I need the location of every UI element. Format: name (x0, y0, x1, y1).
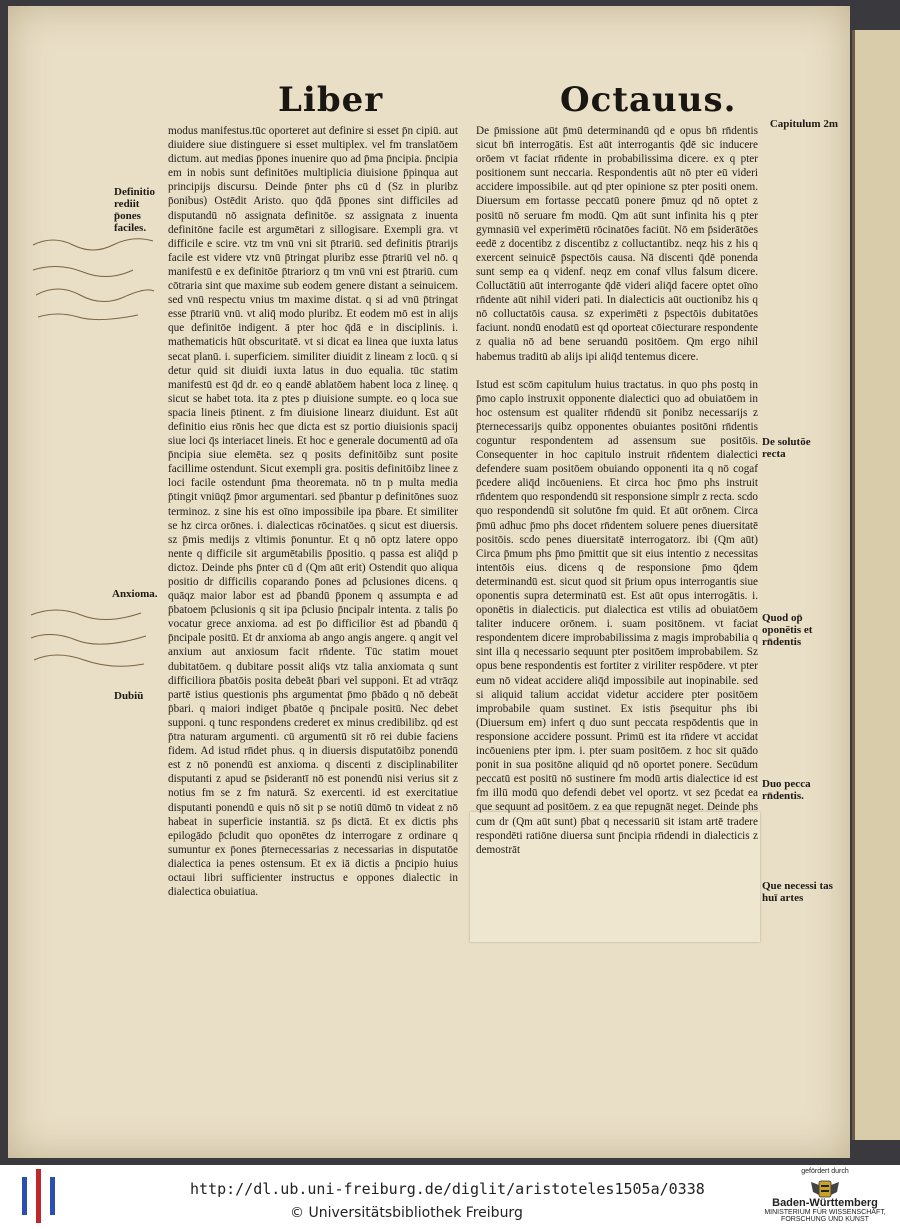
right-column-paragraph-1: De p̄missione aūt p̄mū determinandū qd e opus bn̄ rn̄dentis sicut bn̄ interrogātis. Est aūt interrogantis q̄dē sic inducere orōem vt faciat rn̄dente in probabilissima dicere. ex q pter positionem sunt neccaria. Respondentis aūt nō pter eū videri accidere impossibile. aut qd pter opinione sz pter positi onem. Diuersum em fortasse peccatū ponere p̄muz qd nō optet z positū nō seruare fm modū. Qm aūt sunt infinita his q pter gymnasiū vel experimētū rōcinatōes faciūt. Nō em p̄siderātōes eedē z docentibz z discentibz z colluctantibz. neqz his z his q exercent seinuicē p̄spectōis causa. Nā discenti q̄dē ponenda sunt semp ea q videnf. neqz em conaf vllus falsum dicere. Colluctātiū aūt interrogante q̄dē videri aliq̄d facere optet oīno rn̄dente aūt nihil videri pati. In dialecticis aūt ouctionibz his q nō colluctatōis causa. sz experimēti z p̄spectōis dubitatōes faciunt. nondū enodatū est qd oporteat cōiecturare respondente z qualia nō ad bene seruandū positōem. Qm ergo nihil habemus traditū ab alijs ipi aliq̄d tentemus dicere. (476, 125, 758, 363)
left-column (168, 124, 458, 899)
handwritten-annotation-middle (26, 600, 166, 680)
heading-right: Octauus. (560, 80, 737, 120)
heading-left: Liber (278, 80, 384, 120)
copyright-notice: © Universitätsbibliothek Freiburg (290, 1205, 523, 1221)
funder-ministry: MINISTERIUM FÜR WISSENSCHAFT, FORSCHUNG UND KUNST (764, 1209, 886, 1223)
margin-note-left-dubium: Dubiū (114, 690, 144, 702)
margin-note-right-opus: Quod op̄ oponētis et rn̄dentis (762, 612, 813, 648)
margin-note-left-anxioma: Anxioma. (112, 588, 158, 600)
permalink-url[interactable]: http://dl.ub.uni-freiburg.de/diglit/aristoteles1505a/0338 (190, 1180, 705, 1198)
margin-note-right-peccata: Duo pecca rn̄dentis. (762, 778, 811, 802)
library-logo-blue-bar (22, 1177, 27, 1215)
running-head: Capitulum 2m (769, 118, 838, 130)
right-column (476, 124, 758, 857)
margin-note-right-solution: De solutōe recta (762, 436, 811, 460)
library-logo-blue-bar-right (50, 1177, 55, 1215)
facing-page-edge (852, 30, 900, 1140)
handwritten-annotation-top (28, 225, 168, 335)
funder-logo (760, 1168, 890, 1223)
funder-label: gefördert durch (801, 1168, 849, 1175)
coat-of-arms-icon (808, 1179, 842, 1201)
funder-name: Baden-Württemberg (772, 1197, 878, 1209)
margin-note-right-necessitas: Que necessi tas huī artes (762, 880, 833, 904)
library-logo-red-bar (36, 1169, 41, 1223)
margin-note-left-definition: Definitio rediit p̄ones faciles. (114, 186, 155, 234)
left-column-text: modus manifestus.tūc oporteret aut definire si esset p̄n cipiū. aut diuidere siue distinguere si esset multiplex. vel fm translatōem dictum. aut medias p̄pones inuenire quo ad p̄ma p̄ncipia. p̄ncipia em in nobis sunt definitōes multiplicia diuisione p̄pinqua aut principijs discursu. Deinde p̄nter phs cū d (Sz in pluribz p̄onibus) Ostēdit Aristo. quo q̄dā p̄pones sint difficiles ad disputandū nō assignata definitōe. sz assignata z inuenta definitōne facile est argumētari z sillogisare. Exempli gra. vt difficile e scire. vtz tm vnū vni sit p̄trariū. sed definitis p̄trarijs facile est videre vtz vnū p̄tringat pluribz esse p̄trariū vel nō. q manifestū e ex definitōe p̄trariorz q tm vnū vni est p̄trariū. cum cōtraria sint que maxime sub eodem genere distant a seinuicem. sed vnū respectu vnius tm maxime distat. q si ad vnū p̄tringat esse p̄trariū vnū. vt aliq̄ modo pluribz. Et eodem mō est in alijs que definitōe indigent. ā pter hoc q̄dā e in disciplinis. i. mathematicis hūt obscuritatē. vt si dicat ea linea que iuxta latus secat planū. i. superficiem. similiter diuidit z lineam z locū. q si detur quid sit diuidi iuxta latus in duo equalia. tūc statim manifestū est q̄d dr. eo q eandē ablatōem habent loca z lineę. q sicut se habet tota. ita z ptes p diuisione sumpte. eo q loca sue spacia lineis p̄tinent. z fm diuisione linearz diuidunt. Est aūt definitio eius rōnis hec que dicta est sz portio diuisionis spacij siue loci q̄s interiacet lineis. Et hoc e generale documentū ad oīa p̄ncipia siue elemēta. sez q posits definitōibz sunt posite facillime ostendunt. Sicut exempli gra. positis definitōibz linee z loci facile ostendunt p̄ma theoremata. nō tn p multa media p̄tingit vniūqz̄ p̄mor argumentari. sed p̄bantur p definitōnes suoz terminoz. z sine his est oīno impossibile ipa p̄bare. Et similiter se hz circa orōnes. i. dialecticas rōcinatōes. q sicut est diuersis. sz p̄mis medijs z vltimis p̄onuntur. Et q nō optz latere oppo nente q difficile sit argumētabilis p̄positio. q passa est aliq̄d p dictoz. Deinde phs p̄nter cū d (Qm aūt erit) Ostendit quo aliqua positio dr difficilis coparando p̄ones ad p̄clusiones dicens. q quāqz maior labor est ad p̄bandū p̄ponem q assumpta e ad p̄batoem p̄clusionis q sit ipa p̄clusio p̄ncipalr intenta. z talis p̄o vocatur grece anxioma. ad est p̄o difficilior ēst ad p̄bandū q̄ p̄ncipale positū. Et dr anxioma ab ango angis angere. q angit vel anxium aut anxiosum facit rn̄dente. Tūc statim mouet dubitatōem. q dubitare possit aliq̄s vtz talia anxiomata q sunt difficiliora p̄batōis posita debeāt p̄bari vel supponi. Et ad vtrāqz partē istius questionis phs argumentat p̄mo p̄bādo q nō debeāt p̄bari. q maiori indiget p̄batōe q p̄ncipale positū. Nec debet supponi. q tunc respondens crederet ex minus credibilibz. qd est p̄tra naturam argumenti. cū argumentū sit rō rei dubie faciens fidem. Ad istud rn̄det phus. q in diuersis disputatōibz ponendū est z nō ponendū est anxioma. q discenti z disciplinabiliter disputanti z apud se p̄siderantī nō est ponendū nisi verius sit z notius fm se z fm naturā. Sz exercenti. id est exercitatiue disputanti ponendū e quis nō sit p se notiū dūmō tn videat z nō habeat in superficie instantiā. sz p̄s dictā. Et ex dictis phs epilogādo p̄cludit quo oponētes dz interrogare z ordinare q sumuntur ex p̄ones p̄ternecessarias z necessarias in disputatōe dialectica ia penes ostensum. Et ex iā dictis a p̄ncipio huius octaui libri sufficienter instructus e oppones dialectic in dialectica obuiatiua. (168, 125, 458, 899)
right-column-paragraph-2: Istud est scōm capitulum huius tractatus. in quo phs postq in p̄mo caplo instruxit opponente dialectici quo ad obuiatōem in hoc ostensum est qualiter rn̄dendū sit p̄onibz necessarijs z p̄ternecessarijs quibz opponentes obuiantes positōni rn̄dentis coguntur respondentem ad assensum sue positōis. Consequenter in hoc capitulo instruit rn̄dentem dialectici defendere suam positōem obuiando opponenti ita q nō cogaf p̄cedere aliq̄d incōueniens. Et circa hoc p̄mo phs instruit rn̄dentem quo respondendū sit responsione simplr z recta. scdo quo respondendū sit solutōne fm quid. Et aūt orōnem. Circa p̄mū adhuc p̄mo phs docet rn̄dentem soluere penes diuersitatē positōis. scdo penes diuersitatē interrogatorz. ibi (Qm aūt) Circa p̄mum phs p̄mo p̄mittit que sit eius intentio z necessitas intentōis eius. dicens q de responsione p̄mo q̄dem determinandū est. sicut quod sit p̄rium opus interrogantis siue oponentis supra determinatū est. Est aūt opus interrogātis. i. oponētis in dialecticis. put dialectica est vtilis ad obuiatōem taliter inducere orōnem. i. suam positōnem. vt faciat respondentem dicere improbabilissima z magis improbabilia q sint illa q necessario sequunt pter positōem improbabilem. Sz opus bene respondentis est fortiter z viriliter respōdere. vt pter eum nō videat accidere aliq̄d impossibile aut inopinabile. sed si aliquid talium accidat videtur accidere pter positōem improbabile quam sustinet. Ex istis p̄sequitur phs ibi (Diuersum em) infert q duo sunt peccata respōdentis que in responsione accidere possunt. Primū est ita rn̄dere vt accidat incōueniens pter ipm. i. pter suam positōem. z hoc sit quādo ponit in sua positōne aliquid qd nō oportet ponere. Secūdum peccatū est positū nō sustinere fm modū artis dialectice id est fm illū modū quo defendi debet vel oportz. vt sez p̄cedat ea que sequunt ad positōem. z ea que repugnāt neget. Deinde phs cum dr (Qm aūt sunt) p̄bat q necessariū sit istam artē tradere respondēti ratiōne diuersa sunt p̄ncipia rn̄dendi in dialecticis z demostrāt (476, 378, 758, 856)
